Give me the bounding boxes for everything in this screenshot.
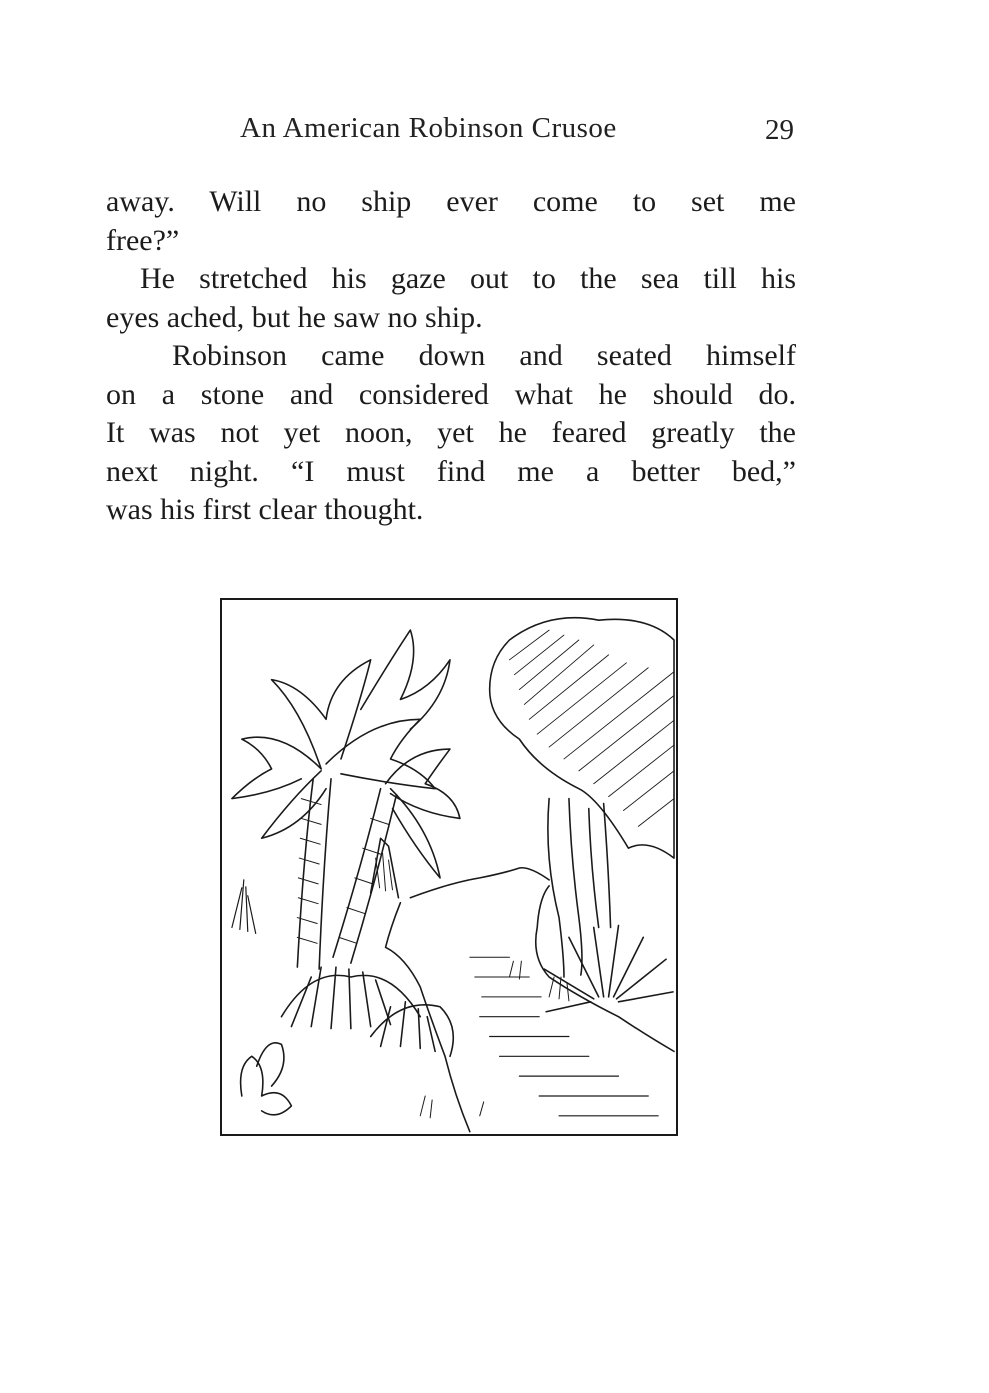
palm-trunk-left	[297, 779, 331, 969]
grass-tuft	[232, 880, 256, 934]
text-line: away. Will no ship ever come to set me	[106, 185, 796, 218]
palm-fronds	[232, 737, 321, 798]
cactus	[241, 1043, 292, 1115]
fern-bush	[281, 967, 420, 1028]
deciduous-tree-trunk	[548, 799, 582, 977]
paragraph-gaze	[106, 260, 796, 337]
page-number: 29	[765, 114, 794, 146]
island-landscape-illustration	[220, 598, 678, 1136]
palm-trunk-right	[333, 789, 396, 963]
paragraph-robinson	[106, 337, 796, 530]
illustration-drawing	[222, 600, 676, 1134]
text-line: Robinson came down and seated himself	[172, 339, 796, 372]
distant-mountain	[410, 868, 549, 898]
text-line: on a stone and considered what he should do.	[106, 377, 796, 411]
text-line: eyes ached, but he saw no ship.	[106, 300, 483, 334]
running-title: An American Robinson Crusoe	[240, 112, 617, 144]
text-line: free?”	[106, 223, 180, 257]
text-line: next night. “I must find me a better bed,”	[106, 454, 796, 488]
running-header	[240, 112, 800, 156]
text-line: was his first clear thought.	[106, 493, 424, 526]
paragraph-continuation	[106, 183, 796, 260]
text-line: He stretched his gaze out to the sea till his	[140, 262, 796, 295]
body-text	[106, 183, 796, 530]
text-line: It was not yet noon, yet he feared greatly the	[106, 416, 796, 449]
